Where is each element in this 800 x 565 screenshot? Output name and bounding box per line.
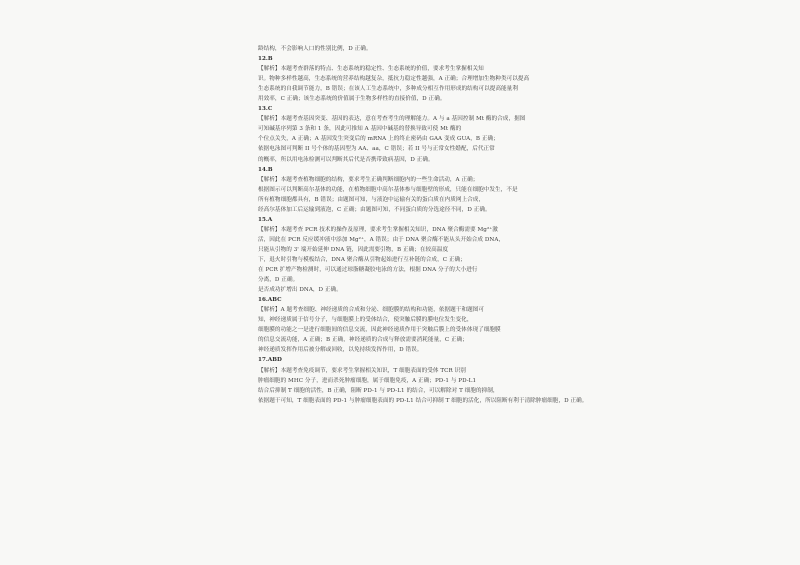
question-number: 16.ABC	[258, 297, 282, 304]
text-line: 【解析】A 题考查细胞、神经递质的合成和分泌、细胞膜的结构和功能，依据题干和题图可	[258, 307, 485, 314]
answer-explanation-text	[258, 44, 588, 406]
text-line: 所有植物细胞都具有，B 错误；由题图可知，与液泡中运输有关的蛋白质在内质网上合成，	[258, 196, 485, 203]
question-number: 17.ABD	[258, 357, 282, 364]
question-number: 12.B	[258, 56, 273, 63]
text-line: 经高尔基体加工后运输到液泡，C 正确；由题图可知，不同蛋白质的分选途径不同，D 正确。	[258, 206, 491, 213]
question-number: 13.C	[258, 106, 273, 113]
text-line: 是否成功扩增出 DNA，D 正确。	[258, 287, 342, 294]
text-line: 依据电泳图可判断 II 号个体的基因型为 AA、aa，C 错误；若 II 号与正常女性婚配，后代正常	[258, 146, 495, 153]
text-line: 细胞膜的功能之一是进行细胞间的信息交流，因此神经递质作用于突触后膜上的受体体现了细胞膜	[258, 327, 501, 334]
question-number: 15.A	[258, 216, 273, 223]
text-line: 知，神经递质属于信号分子，与细胞膜上的受体结合，使突触后膜的膜电位发生变化，	[258, 317, 473, 324]
text-line: 在 PCR 扩增产物检测时，可以通过琼脂糖凝胶电泳的方法，根据 DNA 分子的大小进行	[258, 267, 478, 274]
text-line: 生态系统的自我调节能力，B 错误；在该人工生态系统中，多种成分相互作用形成的结构可以提高能量利	[258, 86, 518, 93]
text-line: 【解析】本题考查 PCR 技术的操作及原理，要求考生掌握相关知识，DNA 聚合酶需要 Mg²⁺激	[258, 226, 498, 233]
text-line: 【解析】本题考查免疫调节，要求考生掌握相关知识，T 细胞表面的受体 TCR 识别	[258, 367, 466, 374]
text-line: 根据图示可以判断高尔基体的功能，在植物细胞中高尔基体参与细胞壁的形成，只能在细胞中发生，不是	[258, 186, 518, 193]
text-line: 【解析】本题考查植物细胞的结构，要求考生正确判断细胞内的一些生命活动，A 正确；	[258, 176, 479, 183]
text-line: 分离，D 正确。	[258, 277, 299, 284]
text-line: 【解析】本题考查群落的特点、生态系统的稳定性、生态系统的价值，要求考生掌握相关知	[258, 66, 484, 73]
text-line: 依据题干可知，T 细胞表面的 PD-1 与肿瘤细胞表面的 PD-L1 结合可抑制 T 细胞的活化，所以阻断有利于清除肿瘤细胞，D 正确。	[258, 397, 588, 404]
text-line: 龄结构，不会影响人口的性别比例，D 正确。	[258, 46, 372, 52]
text-line: 的信息交流功能，A 正确；B 正确，神经递质的合成与释放需要消耗能量，C 正确；	[258, 337, 468, 344]
text-line: 神经递质发挥作用后被分解或回收，以免持续发挥作用，D 错误。	[258, 347, 423, 354]
text-line: 个位点关失，A 正确；A 基因发生突变后的 mRNA 上的终止密码由 GAA 变成 GUA，B 正确；	[258, 136, 499, 143]
text-line: 用效率，C 正确；该生态系统的价值属于生物多样性的直接价值，D 正确。	[258, 96, 446, 103]
text-line: 识。物种多样性越高，生态系统的营养结构越复杂，抵抗力稳定性越强，A 正确；合理增加生物种类可以提高	[258, 76, 530, 83]
text-line: 的概率，所以用电泳检测可以判断其后代是否携带致病基因，D 正确。	[258, 156, 434, 163]
text-line: 【解析】本题考查基因突变、基因的表达，意在考查考生的理解能力。A 与 a 基因控制 Mt 酶的合成，据图	[258, 116, 526, 123]
text-line: 可知碱基序列第 3 条和 1 条，因此可推知 A 基因中碱基的替换导致可使 Mt 酶的	[258, 126, 462, 133]
text-line: 活，因此在 PCR 反应缓冲液中添加 Mg²⁺，A 错误；由于 DNA 聚合酶不能从头开始合成 DNA，	[258, 236, 505, 243]
text-line: 下，退火时引物与模板结合，DNA 聚合酶从引物起始进行互补链的合成，C 正确；	[258, 256, 466, 263]
question-number: 14.B	[258, 166, 273, 173]
text-line: 只能从引物的 3' 端开始延伸 DNA 链，因此需要引物，B 正确；在较高温度	[258, 246, 449, 253]
text-line: 肿瘤细胞的 MHC 分子，进而杀死肿瘤细胞，属于细胞免疫，A 正确；PD-1 与 PD-L1	[258, 377, 477, 384]
text-line: 结合后抑制 T 细胞的活性，B 正确，阻断 PD-1 与 PD-L1 的结合，可以解除对 T 细胞的抑制，	[258, 387, 499, 394]
